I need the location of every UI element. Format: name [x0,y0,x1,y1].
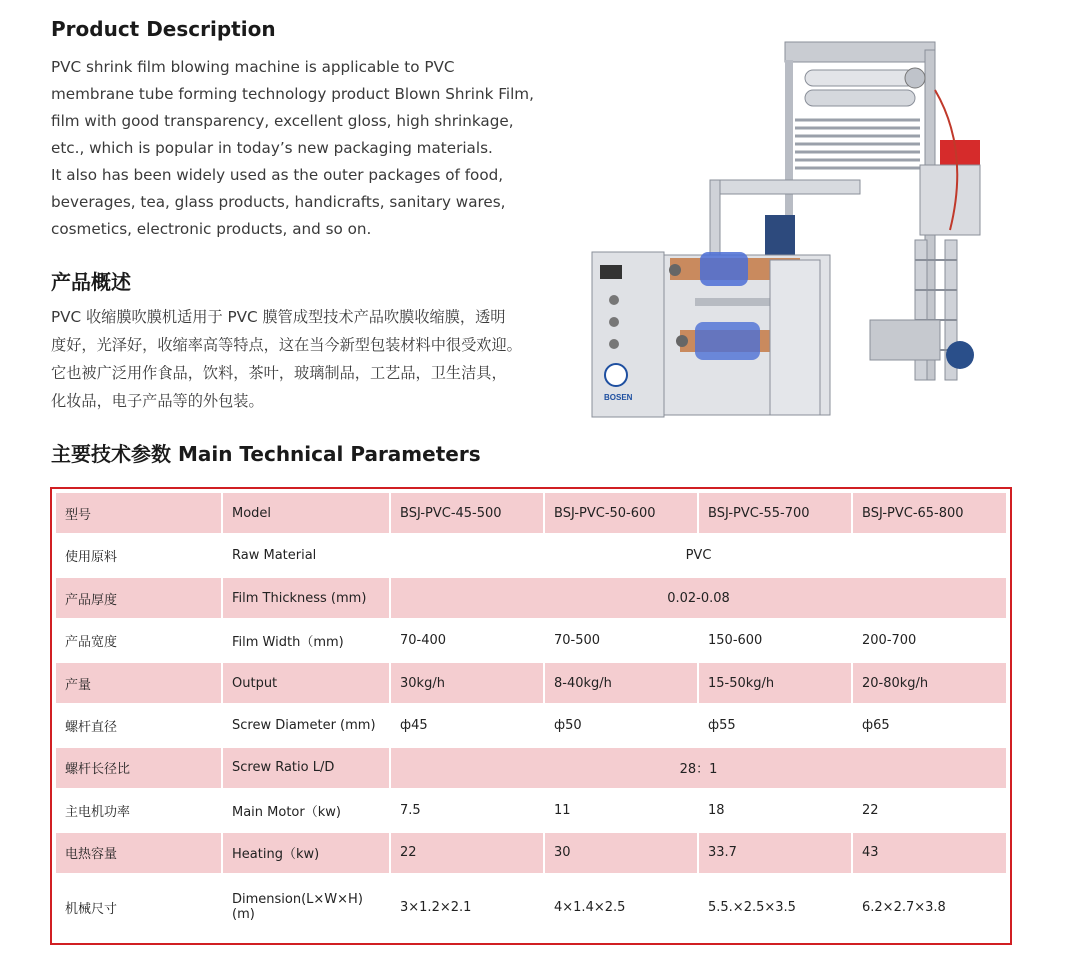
brand-logo-text: BOSEN [604,393,633,402]
param-value: 43 [853,833,1006,873]
parameters-table [50,487,1012,945]
description-line: etc., which is popular in today’s new packaging materials. [51,139,493,157]
param-en-label: Dimension(L×W×H) (m) [223,875,389,939]
table-row [56,748,1006,788]
param-value: 30 [545,833,697,873]
table-row [56,620,1006,660]
param-value: 4×1.4×2.5 [545,875,697,939]
param-en-label: Screw Diameter (mm) [223,705,389,745]
product-description-text [51,54,561,243]
param-merged-value: PVC [391,535,1006,575]
table-row [56,875,1006,939]
param-value: ф45 [391,705,543,745]
param-en-label: Screw Ratio L/D [223,748,389,788]
description-line: beverages, tea, glass products, handicrafts, sanitary wares, [51,193,506,211]
param-value: 6.2×2.7×3.8 [853,875,1006,939]
param-value: 3×1.2×2.1 [391,875,543,939]
product-overview-cn-title: 产品概述 [51,270,131,294]
param-value: BSJ-PVC-65-800 [853,493,1006,533]
param-en-label: Heating（kw) [223,833,389,873]
param-value: ф50 [545,705,697,745]
param-en-label: Film Thickness (mm) [223,578,389,618]
param-merged-value: 28：1 [391,748,1006,788]
param-value: ф55 [699,705,851,745]
table-row [56,663,1006,703]
description-line: It also has been widely used as the outer packages of food, [51,166,504,184]
param-value: ф65 [853,705,1006,745]
param-value: 7.5 [391,790,543,830]
description-line: cosmetics, electronic products, and so on. [51,220,372,238]
overview-line: 它也被广泛用作食品，饮料，茶叶，玻璃制品，工艺品，卫生洁具， [51,364,507,382]
param-value: 5.5.×2.5×3.5 [699,875,851,939]
param-cn-label: 产品宽度 [56,620,221,660]
param-cn-label: 产品厚度 [56,578,221,618]
param-cn-label: 产量 [56,663,221,703]
param-value: 30kg/h [391,663,543,703]
param-value: 150-600 [699,620,851,660]
param-cn-label: 型号 [56,493,221,533]
param-cn-label: 螺杆直径 [56,705,221,745]
param-value: 18 [699,790,851,830]
description-line: membrane tube forming technology product Blown Shrink Film, [51,85,534,103]
param-cn-label: 主电机功率 [56,790,221,830]
product-description-title: Product Description [51,17,276,41]
param-en-label: Main Motor（kw) [223,790,389,830]
param-en-label: Film Width（mm) [223,620,389,660]
technical-parameters-title: 主要技术参数 Main Technical Parameters [51,442,481,466]
param-value: 33.7 [699,833,851,873]
param-value: BSJ-PVC-45-500 [391,493,543,533]
table-row [56,578,1006,618]
param-cn-label: 使用原料 [56,535,221,575]
param-en-label: Raw Material [223,535,389,575]
description-line: PVC shrink film blowing machine is applicable to PVC [51,58,455,76]
param-value: 8-40kg/h [545,663,697,703]
param-value: 22 [391,833,543,873]
param-value: 11 [545,790,697,830]
param-value: 15-50kg/h [699,663,851,703]
param-cn-label: 机械尺寸 [56,875,221,939]
table-row [56,790,1006,830]
param-en-label: Model [223,493,389,533]
param-value: 200-700 [853,620,1006,660]
param-value: 70-500 [545,620,697,660]
table-row [56,833,1006,873]
table-row [56,535,1006,575]
param-value: 22 [853,790,1006,830]
table-row [56,705,1006,745]
overview-line: 度好，光泽好，收缩率高等特点，这在当今新型包装材料中很受欢迎。 [51,336,522,354]
param-merged-value: 0.02-0.08 [391,578,1006,618]
param-value: 70-400 [391,620,543,660]
overview-line: PVC 收缩膜吹膜机适用于 PVC 膜管成型技术产品吹膜收缩膜，透明 [51,308,506,326]
table-row [56,493,1006,533]
overview-line: 化妆品，电子产品等的外包装。 [51,392,264,410]
machine-image [580,30,1020,425]
param-value: 20-80kg/h [853,663,1006,703]
param-en-label: Output [223,663,389,703]
param-cn-label: 电热容量 [56,833,221,873]
param-cn-label: 螺杆长径比 [56,748,221,788]
param-value: BSJ-PVC-55-700 [699,493,851,533]
film-blowing-machine-illustration [580,30,1020,425]
description-line: film with good transparency, excellent gloss, high shrinkage, [51,112,514,130]
param-value: BSJ-PVC-50-600 [545,493,697,533]
product-overview-cn-text [51,303,561,415]
